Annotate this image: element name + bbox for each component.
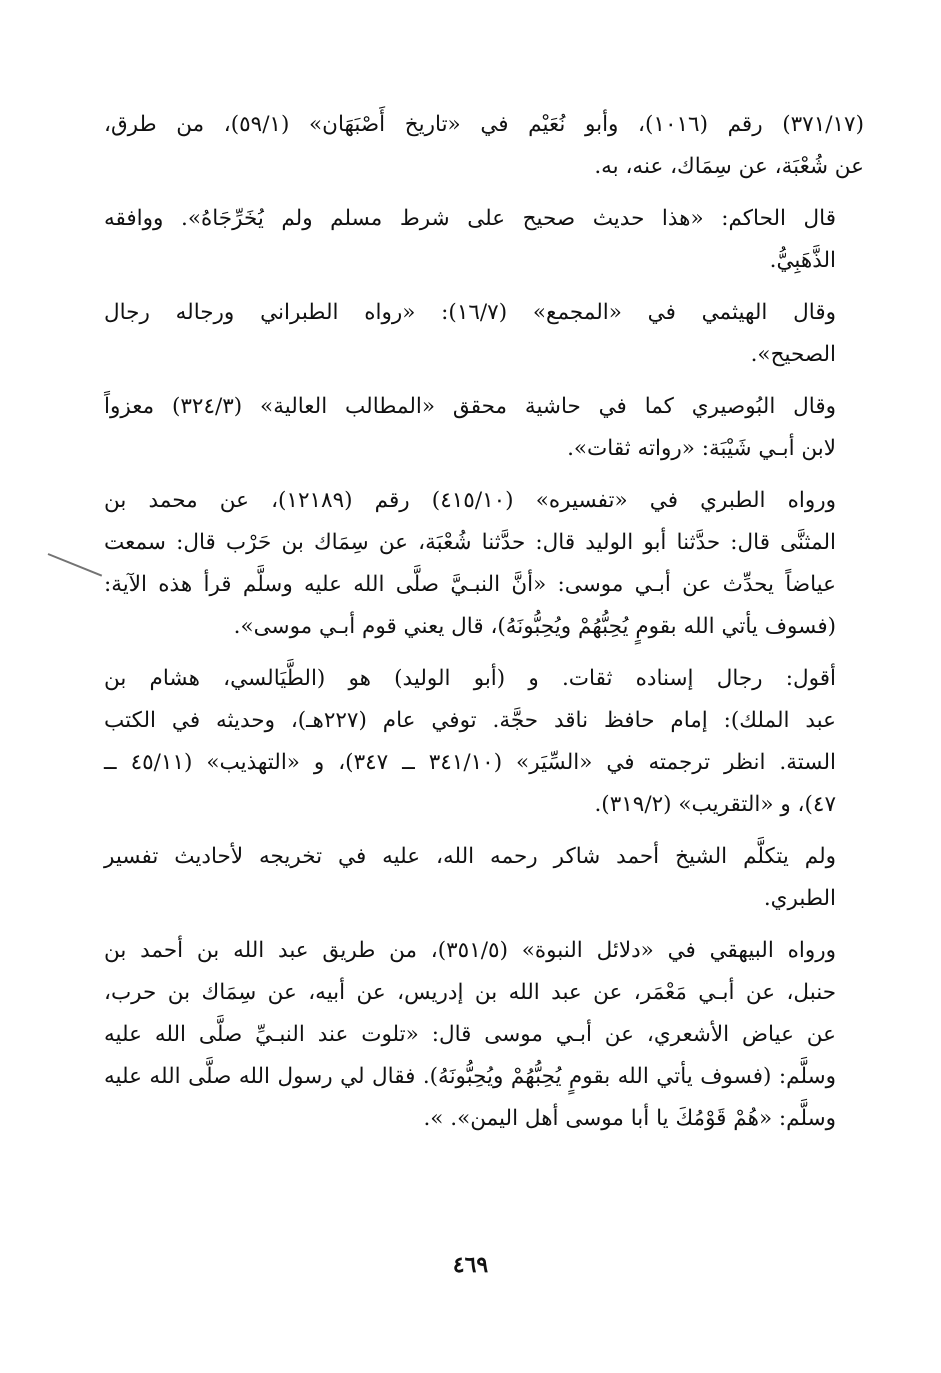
paragraph — [104, 658, 864, 826]
text-line: المثنَّى قال: حدَّثنا أبو الوليد قال: حدَّثنا شُعْبَة، عن سِمَاك بن حَرْب قال: سمعت — [104, 530, 836, 555]
text-line: (فسوف يأتي الله بقومٍ يُحِبُّهُمْ ويُحِبُّونَهُ)، قال يعني قوم أبـي موسى». — [233, 614, 836, 639]
text-line: عن عياض الأشعري، عن أبـي موسى قال: «تلوت عند النبـيِّ صلَّى الله عليه — [104, 1022, 836, 1047]
text-line: عبد الملك): إمام حافظ ناقد حجَّة. توفي عام (٢٢٧هـ)، وحديثه في الكتب — [104, 708, 836, 733]
paragraph — [104, 930, 864, 1140]
text-line: عن شُعْبَة، عن سِمَاك، عنه، به. — [594, 154, 864, 179]
text-line: وقال البُوصيري كما في حاشية محقق «المطالب العالية» (٣٢٤/٣) معزواً — [104, 394, 836, 419]
paragraph — [104, 836, 864, 920]
text-line: الذَّهَبِيُّ. — [769, 248, 836, 273]
text-line: عياضاً يحدِّث عن أبـي موسى: «أنَّ النبـيَّ صلَّى الله عليه وسلَّم قرأ هذه الآية: — [104, 572, 836, 597]
paragraph — [104, 386, 864, 470]
page-number: ٤٦٩ — [452, 1252, 489, 1278]
text-line: ورواه الطبري في «تفسيره» (٤١٥/١٠) رقم (١٢١٨٩)، عن محمد بن — [104, 488, 836, 513]
text-line: وسلَّم: (فسوف يأتي الله بقومٍ يُحِبُّهُمْ ويُحِبُّونَهُ). فقال لي رسول الله صلَّى الله عليه — [104, 1064, 836, 1089]
text-line: الستة. انظر ترجمته في «السِّيَر» (٣٤١/١٠ ــ ٣٤٧)، و «التهذيب» (٤٥/١١ ــ — [104, 750, 836, 775]
text-line: قال الحاكم: «هذا حديث صحيح على شرط مسلم ولم يُخَرِّجَاهُ». ووافقه — [104, 206, 836, 231]
text-line: (٣٧١/١٧) رقم (١٠١٦)، وأبو نُعَيْم في «تاريخ أَصْبَهَان» (٥٩/١)، من طرق، — [104, 112, 864, 137]
text-line: ولم يتكلَّم الشيخ أحمد شاكر رحمه الله، عليه في تخريجه لأحاديث تفسير — [104, 844, 836, 869]
margin-pen-mark — [48, 553, 103, 577]
paragraph — [104, 480, 864, 648]
text-line: أقول: رجال إسناده ثقات. و (أبو الوليد) هو (الطَّيَالسي، هشام بن — [104, 666, 836, 691]
text-line: الطبري. — [763, 886, 836, 911]
text-line: لابن أبـي شَيْبَة: «رواته ثقات». — [567, 436, 836, 461]
text-line: حنبل، عن أبـي مَعْمَر، عن عبد الله بن إدريس، عن أبيه، عن سِمَاك بن حرب، — [104, 980, 836, 1005]
paragraph — [104, 104, 864, 188]
paragraph — [104, 198, 864, 282]
text-line: ٤٧)، و «التقريب» (٣١٩/٢). — [594, 792, 836, 817]
text-line: وقال الهيثمي في «المجمع» (١٦/٧): «رواه الطبراني ورجاله رجال — [104, 300, 836, 325]
text-line: الصحيح». — [750, 342, 836, 367]
paragraph — [104, 292, 864, 376]
page-body — [104, 104, 864, 1150]
text-line: وسلَّم: «هُمْ قَوْمُكَ يا أبا موسى أهل اليمن». ». — [423, 1106, 836, 1131]
text-line: ورواه البيهقي في «دلائل النبوة» (٣٥١/٥)، من طريق عبد الله بن أحمد بن — [104, 938, 836, 963]
